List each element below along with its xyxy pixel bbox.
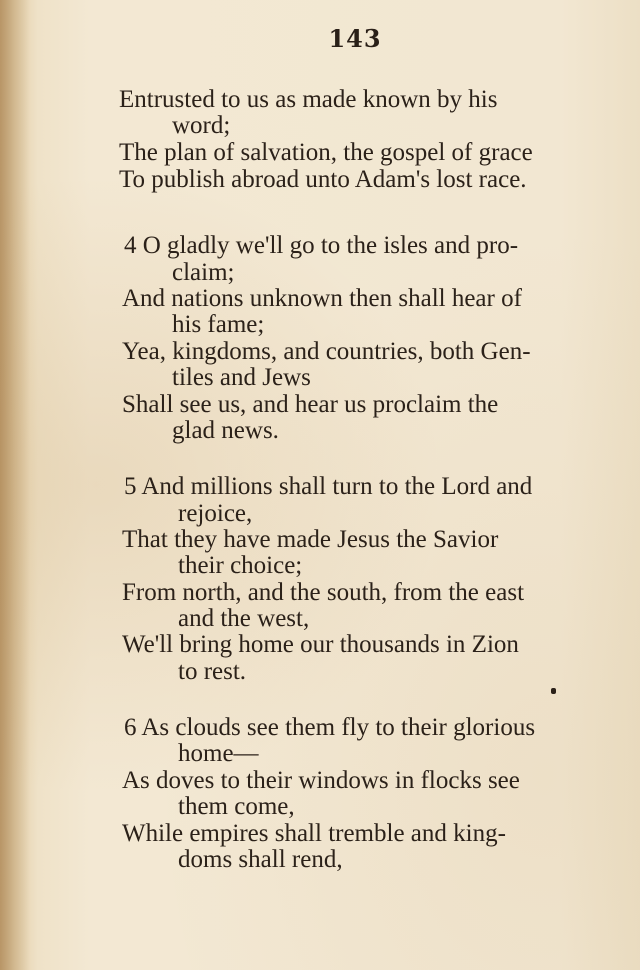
verse-line: We'll bring home our thousands in Zion [122,631,519,658]
verse-line-indent: word; [172,112,231,139]
verse-line: Yea, kingdoms, and countries, both Gen- [122,338,531,365]
verse-line-indent: them come, [178,793,295,820]
ink-speck [551,688,556,694]
verse-6-first-line: 6 As clouds see them fly to their glorious [124,714,536,741]
verse-line-indent: home— [178,740,259,767]
verse-line-indent: tiles and Jews [172,364,311,391]
verse-line-indent: claim; [172,259,235,286]
verse-line-indent: to rest. [178,658,247,685]
page-gutter-shadow [0,0,30,970]
verse-line: While empires shall tremble and king- [122,820,506,847]
verse-line-indent: glad news. [172,417,279,444]
verse-line: The plan of salvation, the gospel of grace [119,139,533,166]
verse-line-indent: and the west, [178,605,310,632]
verse-4-first-line: 4 O gladly we'll go to the isles and pro- [124,232,519,259]
verse-line: Entrusted to us as made known by his [119,86,498,113]
verse-line: To publish abroad unto Adam's lost race. [119,166,527,193]
verse-line: That they have made Jesus the Savior [122,526,499,553]
verse-line: And nations unknown then shall hear of [122,285,522,312]
verse-line-indent: their choice; [178,552,303,579]
verse-line-indent: doms shall rend, [178,846,343,873]
page-number: 143 [328,24,382,53]
verse-line: From north, and the south, from the east [122,579,525,606]
verse-line-indent: his fame; [172,311,265,338]
verse-line-indent: rejoice, [178,500,253,527]
verse-5-first-line: 5 And millions shall turn to the Lord and [124,473,533,500]
verse-line: As doves to their windows in flocks see [122,767,520,794]
verse-line: Shall see us, and hear us proclaim the [122,391,499,418]
